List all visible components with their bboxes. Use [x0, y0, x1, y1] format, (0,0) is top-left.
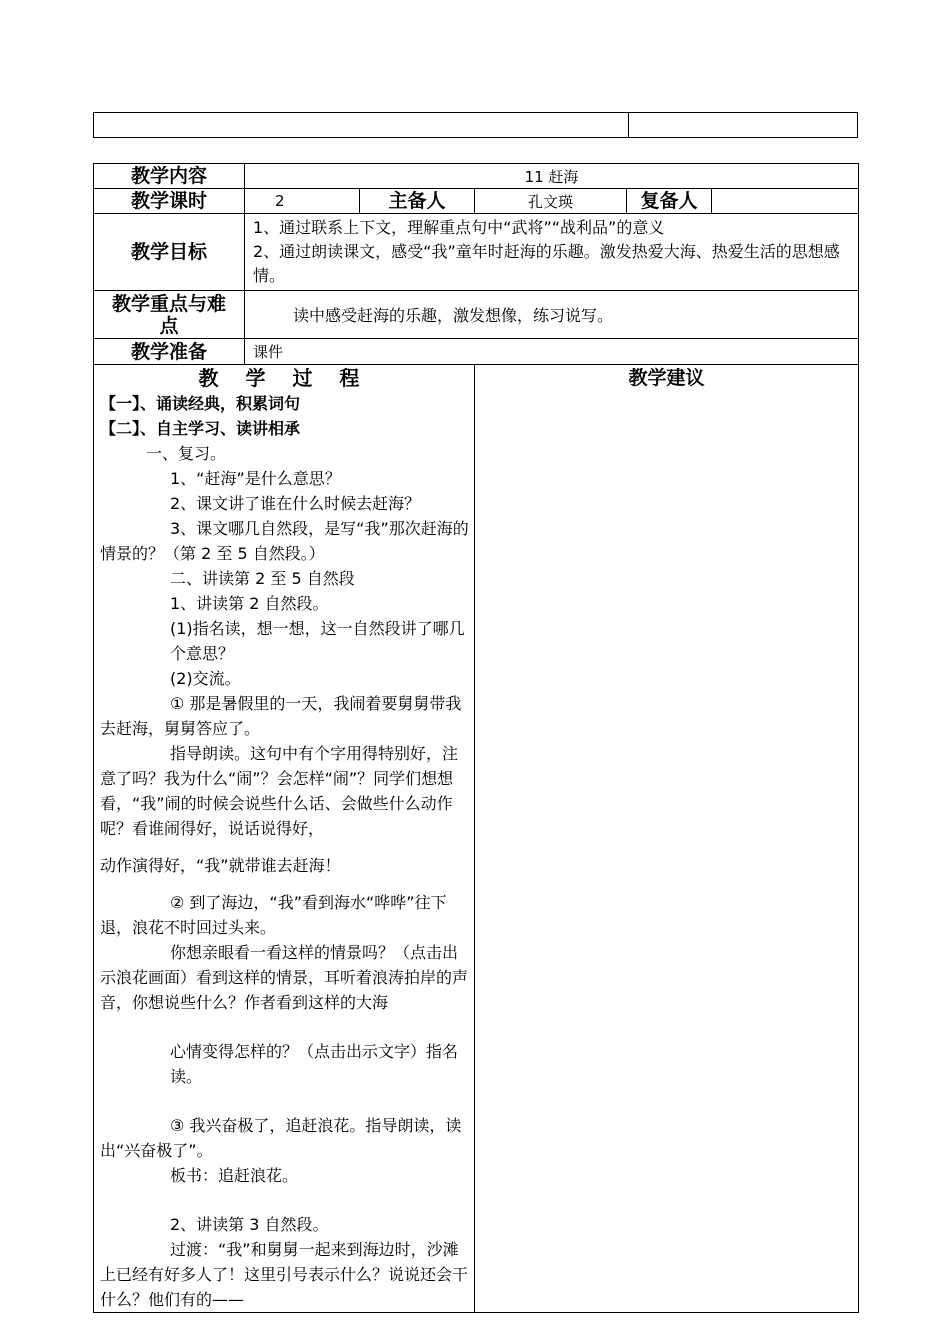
question-2: 2、课文讲了谁在什么时候去赶海？: [170, 494, 421, 513]
header-cell-left: [94, 113, 629, 138]
header-table: [93, 112, 858, 138]
header-cell-right: [629, 113, 858, 138]
preparation-value: 课件: [245, 339, 859, 365]
activity-1: (1)指名读，想一想，这一自然段讲了哪几个意思？: [170, 619, 465, 663]
goal-item-2: 2、通过朗读课文，感受“我”童年时赶海的乐趣。激发热爱大海、热爱生活的思想感情。: [253, 242, 840, 285]
section-1-title: 【一】、诵读经典，积累词句: [100, 394, 301, 413]
transition-text: 过渡：“我”和舅舅一起来到海边时，沙滩上已经有好多人了！这里引号表示什么？说说还会干什么？他们有的——: [100, 1240, 469, 1309]
goals-value: [245, 214, 859, 291]
co-preparer-value: [712, 189, 859, 214]
process-heading: 教 学 过 程: [198, 366, 370, 390]
goals-row: [94, 214, 859, 291]
key-points-value: 读中感受赶海的乐趣，激发想像，练习说写。: [245, 291, 859, 339]
suggestion-heading: 教学建议: [628, 367, 705, 389]
point-3: ③ 我兴奋极了，追赶浪花。指导朗读，读出“兴奋极了”。: [100, 1116, 462, 1160]
hours-label: 教学课时: [94, 189, 245, 214]
point-1: ① 那是暑假里的一天，我闹着要舅舅带我去赶海，舅舅答应了。: [100, 694, 462, 738]
step-review: 一、复习。: [146, 444, 227, 463]
goal-item-1: 1、通过联系上下文，理解重点句中“武将”“战利品”的意义: [253, 218, 665, 237]
reading-guide-1-end: 动作演得好，“我”就带谁去赶海！: [100, 856, 341, 875]
co-preparer-label: 复备人: [627, 189, 712, 214]
activity-2: (2)交流。: [170, 669, 241, 688]
step-reading: 二、讲读第 2 至 5 自然段: [170, 569, 355, 588]
question-1: 1、“赶海”是什么意思？: [170, 469, 341, 488]
preparation-label: 教学准备: [94, 339, 245, 365]
process-row: [94, 365, 859, 1313]
question-3: 3、课文哪几自然段，是写“我”那次赶海的情景的？（第 2 至 5 自然段。）: [100, 519, 469, 563]
main-preparer-label: 主备人: [360, 189, 475, 214]
blackboard-note: 板书：追赶浪花。: [170, 1166, 299, 1185]
point-2: ② 到了海边，“我”看到海水“哗哗”往下退，浪花不时回过头来。: [100, 893, 447, 937]
process-cell: [94, 365, 475, 1313]
hours-value: 2: [245, 189, 360, 214]
paragraph-2-title: 1、讲读第 2 自然段。: [170, 594, 329, 613]
paragraph-3-title: 2、讲读第 3 自然段。: [170, 1215, 329, 1234]
goals-label: 教学目标: [94, 214, 245, 291]
lesson-plan-table: [93, 163, 859, 1313]
content-label: 教学内容: [94, 164, 245, 189]
content-value: 11 赶海: [245, 164, 859, 189]
hours-row: [94, 189, 859, 214]
key-points-row: [94, 291, 859, 339]
content-row: [94, 164, 859, 189]
process-body: [94, 391, 474, 1312]
reading-guide-1: 指导朗读。这句中有个字用得特别好，注意了吗？我为什么“闹”？会怎样“闹”？同学们想想看，“我”闹的时候会说些什么话、会做些什么动作呢？看谁闹得好，说话说得好，: [100, 744, 459, 838]
reading-guide-2: 你想亲眼看一看这样的情景吗？（点击出示浪花画面）看到这样的情景，耳听着浪涛拍岸的声音，你想说些什么？作者看到这样的大海: [100, 943, 469, 1012]
main-preparer-value: 孔文瑛: [475, 189, 627, 214]
preparation-row: [94, 339, 859, 365]
section-2-title: 【二】、自主学习、读讲相承: [100, 419, 301, 438]
suggestion-cell: [475, 365, 859, 1313]
key-points-label: 教学重点与难点: [94, 291, 245, 339]
reading-guide-2-end: 心情变得怎样的？（点击出示文字）指名读。: [170, 1042, 459, 1086]
